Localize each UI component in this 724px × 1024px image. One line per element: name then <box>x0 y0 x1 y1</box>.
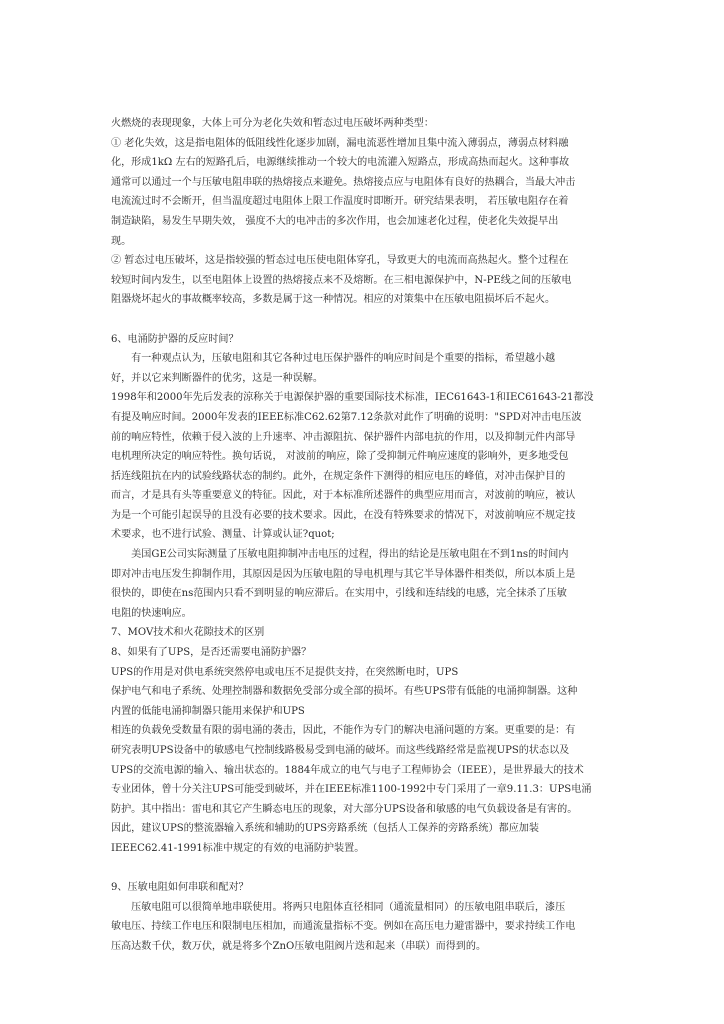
text-line: 内置的低能电涌抑制器只能用来保护和UPS <box>111 705 305 717</box>
text-line: 7、MOV技术和火花隙技术的区别 <box>111 627 265 639</box>
text-line: 化，形成1kΩ 左右的短路孔后，电源继续推动一个较大的电流灌入短路点，形成高热而起火。这种事故 <box>111 157 570 169</box>
text-line: 相连的负载免受数量有限的弱电涌的袭击，因此，不能作为专门的解决电涌问题的方案。更重要的是：有 <box>111 725 576 737</box>
text-line: 8、如果有了UPS，是否还需要电涌防护器？ <box>111 647 312 659</box>
text-line: 专业团体，曾十分关注UPS可能受到破坏，并在IEEE标准1100-1992中专门采用了一章9.11.3：UPS电涌 <box>111 784 592 796</box>
text-line: 通常可以通过一个与压敏电阻串联的热熔接点来避免。热熔接点应与电阻体有良好的热耦合，当最大冲击 <box>111 176 576 188</box>
text-line: ① 老化失效，这是指电阻体的低阻线性化逐步加剧，漏电流恶性增加且集中流入薄弱点，薄弱点材料融 <box>111 137 569 149</box>
text-line: 研究表明UPS设备中的敏感电气控制线路极易受到电涌的破坏。而这些线路经常是监视UPS的状态以及 <box>111 745 570 756</box>
text-line: 敏电压、持续工作电压和限制电压相加，而通流量指标不变。例如在高压电力避雷器中，要求持续工作电 <box>111 921 576 933</box>
text-line: 即对冲击电压发生抑制作用，其原因是因为压敏电阻的导电机理与其它半导体器件相类似，所以本质上是 <box>111 568 576 580</box>
text-line: 括连线阻抗在内的试验线路状态的制约。此外，在规定条件下测得的相应电压的峰值，对冲击保护目的 <box>111 470 566 482</box>
text-line: 有一种观点认为，压敏电阻和其它各种过电压保护器件的响应时间是个重要的指标，希望越小越 <box>111 353 556 365</box>
paragraph-spacer <box>111 859 621 879</box>
text-line: 美国GE公司实际测量了压敏电阻抑制冲击电压的过程，得出的结论是压敏电阻在不到1ns的时间内 <box>111 549 569 561</box>
document-body <box>111 114 621 957</box>
text-line: 为是一个可能引起误导的且没有必要的技术要求。因此，在没有特殊要求的情况下，对波前响应不规定技 <box>111 509 576 521</box>
text-line: 6、电涌防护器的反应时间？ <box>111 333 239 345</box>
text-line: UPS的作用是对供电系统突然停电或电压不足提供支持，在突然断电时，UPS <box>111 666 459 678</box>
text-line: 而言，才是具有头等重要意义的特征。因此，对于本标准所述器件的典型应用而言，对波前的响应，被认 <box>111 490 576 502</box>
text-line: 保护电气和电子系统、处理控制器和数据免受部分或全部的损坏。有些UPS带有低能的电涌抑制器。这种 <box>111 686 578 698</box>
text-line: 术要求，也不进行试验、测量、计算或认证?quot; <box>111 529 335 541</box>
text-line: 阻器烧坏起火的事故概率较高，多数是属于这一种情况。相应的对策集中在压敏电阻损坏后不起火。 <box>111 294 556 306</box>
text-line: 很快的，即使在ns范围内只看不到明显的响应滞后。在实用中，引线和连结线的电感，完全抹杀了压敏 <box>111 588 567 600</box>
text-line: 现。 <box>111 235 132 247</box>
text-line: 1998年和2000年先后发表的涼称关于电源保护器的重要国际技术标准，IEC61643-1和IEC61643-21都没 <box>111 392 594 404</box>
text-line: 有提及响应时间。2000年发表的IEEE标准C62.62第7.12条款对此作了明确的说明："SPD对冲击电压波 <box>111 411 582 423</box>
text-line: ② 暂态过电压破坏，这是指较强的暂态过电压使电阻体穿孔，导致更大的电流而高热起火。整个过程在 <box>111 255 569 267</box>
text-line: 火燃烧的表现现象，大体上可分为老化失效和暂态过电压破坏两种类型： <box>111 118 434 129</box>
text-line: 防护。其中指出：雷电和其它产生瞬态电压的现象，对大部分UPS设备和敏感的电气负载设备是有害的。 <box>111 803 578 815</box>
text-line: 压高达数千伏，数万伏，就是将多个ZnO压敏电阻阀片迭和起来（串联）而得到的。 <box>111 940 487 952</box>
text-line: 电流流过时不会断开，但当温度超过电阻体上限工作温度时即断开。研究结果表明， 若压敏电阻存在着 <box>111 196 569 208</box>
text-line: 好，并以它来判断器件的优劣，这是一种误解。 <box>111 372 323 384</box>
text-line: 因此，建议UPS的整流器输入系统和辅助的UPS旁路系统（包括人工保养的旁路系统）都应加装 <box>111 823 539 835</box>
text-line: 9、压敏电阻如何串联和配对？ <box>111 882 249 894</box>
text-line: 制造缺陷，易发生早期失效， 强度不大的电冲击的多次作用，也会加速老化过程，使老化失效提早出 <box>111 215 559 227</box>
text-line: 较短时间内发生，以至电阻体上设置的热熔接点来不及熔断。在三相电源保护中，N-PE线之间的压敏电 <box>111 274 572 286</box>
text-line: 前的响应特性，依赖于侵入波的上升速率、冲击源阻抗、保护器件内部电抗的作用，以及抑制元件内部导 <box>111 431 576 443</box>
text-line: 电阻的快速响应。 <box>111 607 192 619</box>
text-line: 压敏电阻可以很简单地串联使用。将两只电阻体直径相同（通流量相同）的压敏电阻串联后，漆压 <box>111 901 566 913</box>
text-line: IEEEC62.41-1991标准中规定的有效的电涌防护装置。 <box>111 842 365 854</box>
text-line: UPS的交流电源的输入、输出状态的。1884年成立的电气与电子工程师协会（IEEE），是世界最大的技术 <box>111 764 584 776</box>
text-line: 电机理所决定的响应特性。换句话说， 对波前的响应，除了受抑制元件响应速度的影响外，更多地受包 <box>111 451 569 463</box>
paragraph-spacer <box>111 310 621 330</box>
